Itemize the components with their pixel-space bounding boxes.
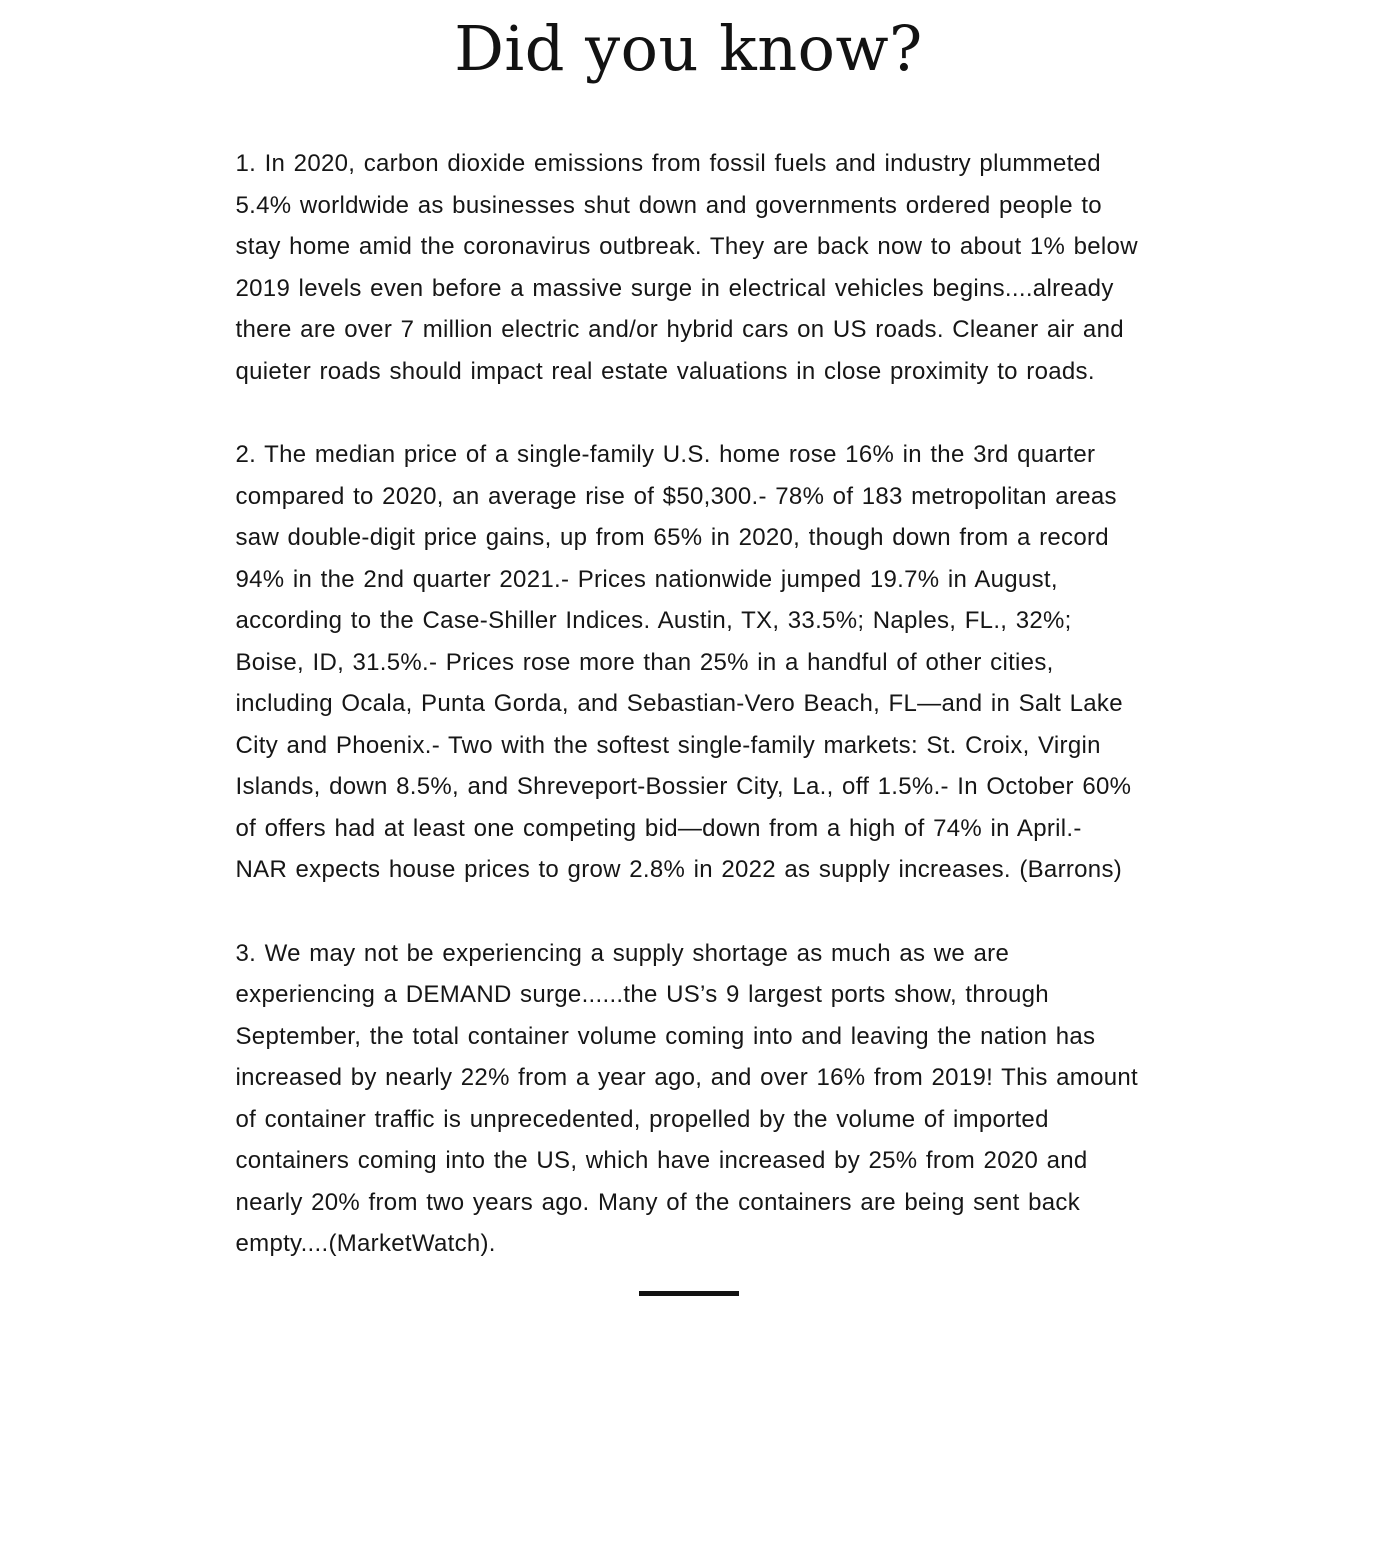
paragraph-container-volume: 3. We may not be experiencing a supply shortage as much as we are experiencing a DEMAND surge......the US’s 9 largest ports show, through September, the total container volume coming into and leaving the nation has increased by nearly 22% from a year ago, and over 16% from 2019! This amount of container traffic is unprecedented, propelled by the volume of imported containers coming into the US, which have increased by 25% from 2020 and nearly 20% from two years ago. Many of the containers are being sent back empty....(MarketWatch).: [235, 939, 1138, 1257]
paragraph-emissions: 1. In 2020, carbon dioxide emissions from fossil fuels and industry plummeted 5.4% worldwide as businesses shut down and governments ordered people to stay home amid the coronavirus outbreak. They are back now to about 1% below 2019 levels even before a massive surge in electrical vehicles begins....already there are over 7 million electric and/or hybrid cars on US roads. Cleaner air and quieter roads should impact real estate valuations in close proximity to roads.: [235, 150, 1138, 385]
section-divider: [639, 1291, 739, 1296]
article-body: [236, 143, 1142, 1265]
page-title: Did you know?: [454, 12, 923, 85]
paragraph-home-prices: 2. The median price of a single-family U.S. home rose 16% in the 3rd quarter compared to 2020, an average rise of $50,300.- 78% of 183 metropolitan areas saw double-digit price gains, up from 65% in 2020, though down from a record 94% in the 2nd quarter 2021.- Prices nationwide jumped 19.7% in August, according to the Case-Shiller Indices. Austin, TX, 33.5%; Naples, FL., 32%; Boise, ID, 31.5%.- Prices rose more than 25% in a handful of other cities, including Ocala, Punta Gorda, and Sebastian-Vero Beach, FL—and in Salt Lake City and Phoenix.- Two with the softest single-family markets: St. Croix, Virgin Islands, down 8.5%, and Shreveport-Bossier City, La., off 1.5%.- In October 60% of offers had at least one competing bid—down from a high of 74% in April.- NAR expects house prices to grow 2.8% in 2022 as supply increases. (Barrons): [235, 441, 1132, 883]
